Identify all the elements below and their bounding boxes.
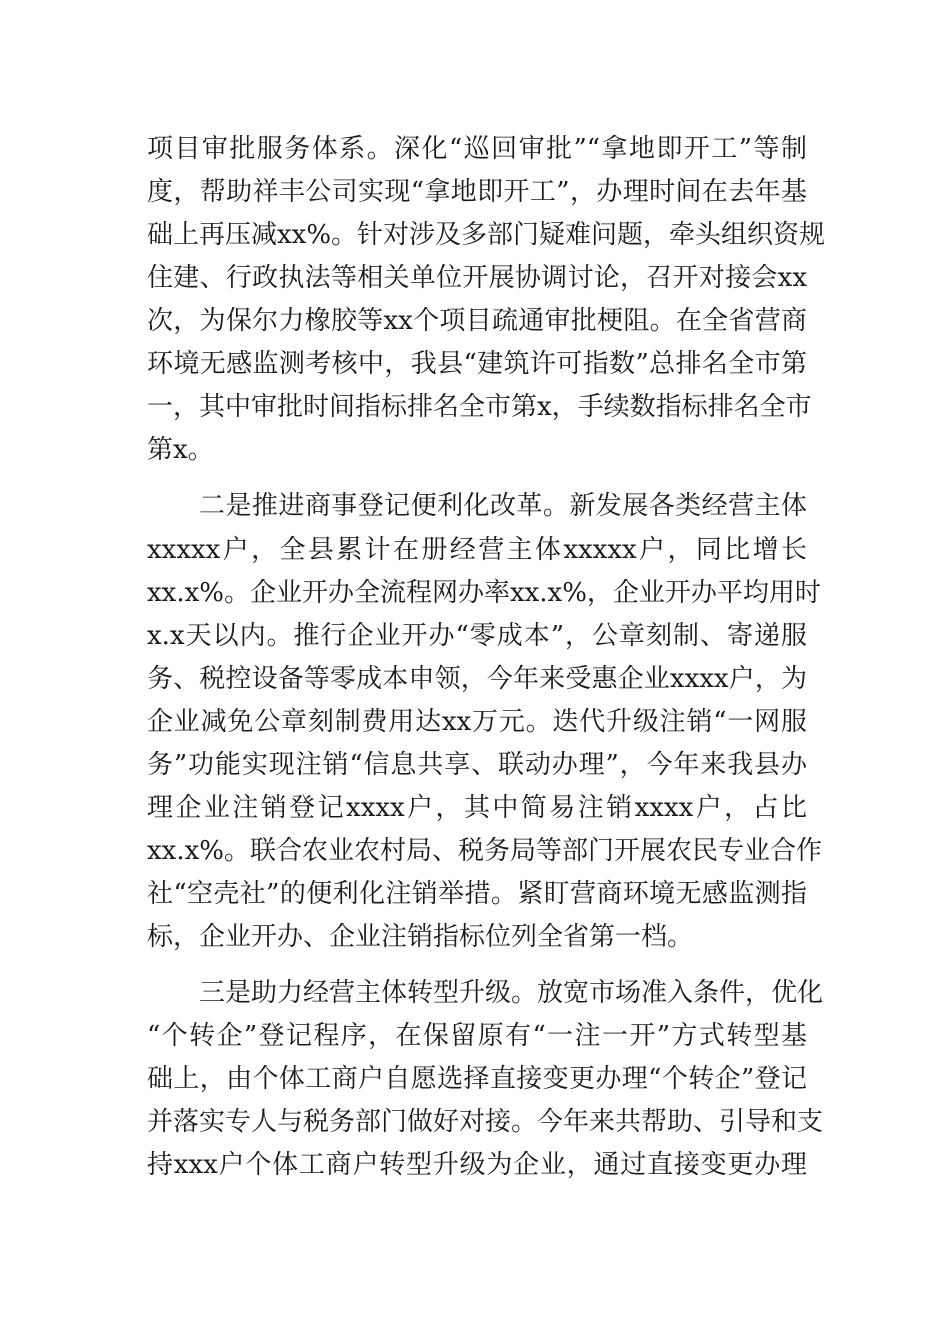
paragraph-1-line-7: 一，其中审批时间指标排名全市第x，手续数指标排名全市 — [147, 392, 812, 422]
paragraph-2-line-4: x.x天以内。推行企业开办“零成本”，公章刻制、寄递服 — [147, 621, 807, 651]
paragraph-2-line-8: 理企业注销登记xxxx户，其中简易注销xxxx户，占比 — [147, 793, 807, 823]
paragraph-1-line-5: 次，为保尔力橡胶等xx个项目疏通审批梗阻。在全省营商 — [147, 306, 807, 336]
paragraph-2-line-9: xx.x%。联合农业农村局、税务局等部门开展农民专业合作 — [147, 836, 822, 866]
paragraph-3-line-1: 三是助力经营主体转型升级。放宽市场准入条件，优化 — [199, 978, 824, 1008]
paragraph-2-line-10: 社“空壳社”的便利化注销举措。紧盯营商环境无感监测指 — [147, 879, 807, 909]
paragraph-1-line-2: 度，帮助祥丰公司实现“拿地即开工”，办理时间在去年基 — [147, 177, 807, 207]
paragraph-1-line-6: 环境无感监测考核中，我县“建筑许可指数”总排名全市第 — [147, 349, 807, 379]
paragraph-2-line-3: xx.x%。企业开办全流程网办率xx.x%，企业开办平均用时 — [147, 578, 821, 608]
paragraph-3-line-5: 持xxx户个体工商户转型升级为企业，通过直接变更办理 — [147, 1150, 807, 1180]
paragraph-2-line-2: xxxxx户，全县累计在册经营主体xxxxx户，同比增长 — [147, 535, 807, 565]
paragraph-3-line-2: “个转企”登记程序，在保留原有“一注一开”方式转型基 — [147, 1021, 807, 1051]
paragraph-1-line-1: 项目审批服务体系。深化“巡回审批”“拿地即开工”等制 — [147, 134, 807, 164]
paragraph-1-line-8: 第x。 — [147, 435, 214, 465]
paragraph-2-line-1: 二是推进商事登记便利化改革。新发展各类经营主体 — [199, 491, 807, 521]
paragraph-1-line-4: 住建、行政执法等相关单位开展协调讨论，召开对接会xx — [147, 263, 807, 293]
paragraph-2-line-6: 企业减免公章刻制费用达xx万元。迭代升级注销“一网服 — [147, 707, 807, 737]
paragraph-3-line-4: 并落实专人与税务部门做好对接。今年来共帮助、引导和支 — [147, 1107, 824, 1137]
paragraph-2-line-7: 务”功能实现注销“信息共享、联动办理”，今年来我县办 — [147, 750, 807, 780]
paragraph-1-line-3: 础上再压减xx%。针对涉及多部门疑难问题，牵头组织资规 — [147, 220, 826, 250]
paragraph-2-line-11: 标，企业开办、企业注销指标位列全省第一档。 — [147, 922, 694, 952]
paragraph-2-line-5: 务、税控设备等零成本申领，今年来受惠企业xxxx户，为 — [147, 664, 807, 694]
paragraph-3-line-3: 础上，由个体工商户自愿选择直接变更办理“个转企”登记 — [147, 1064, 807, 1094]
